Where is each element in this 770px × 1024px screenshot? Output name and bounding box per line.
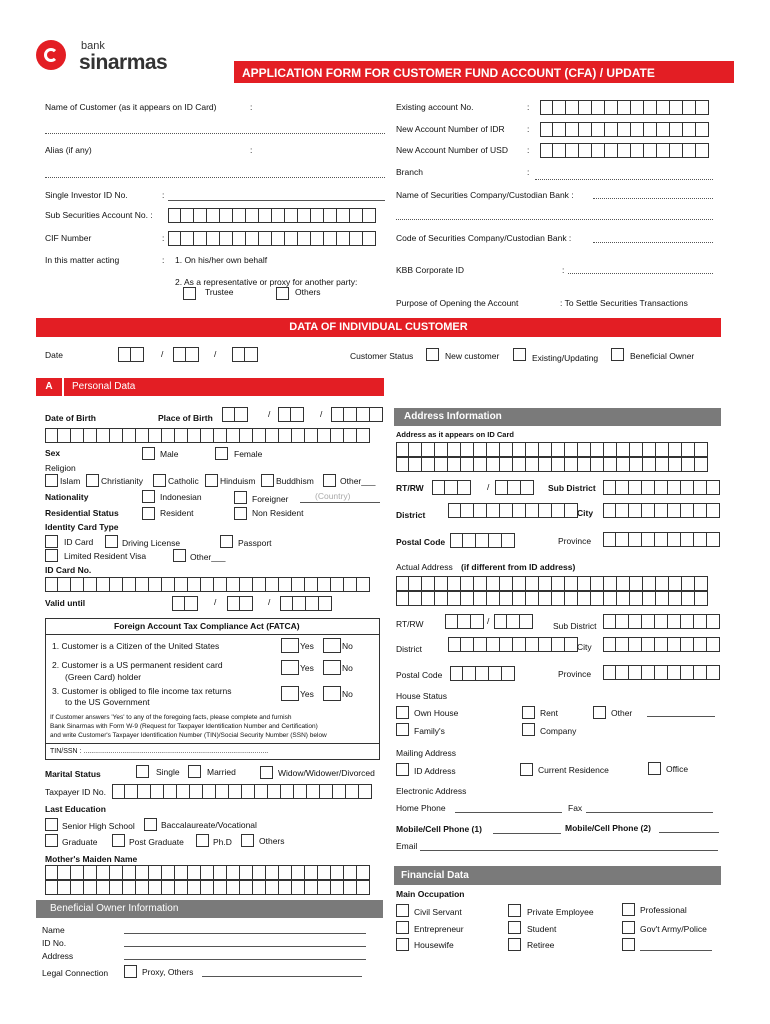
label-actual-address-note: (if different from ID address) <box>461 562 576 572</box>
fatca-note-3: and write Customer's Taxpayer Identification Number (TIN)/Social Security Number (SSN) below <box>50 732 327 739</box>
house-other-checkbox[interactable] <box>593 706 606 719</box>
widow-checkbox[interactable] <box>260 766 273 779</box>
id-other-checkbox[interactable] <box>173 549 186 562</box>
label-bo-address: Address <box>42 951 74 961</box>
label-branch: Branch <box>396 167 423 177</box>
city-boxes[interactable] <box>603 503 720 518</box>
label-religion: Religion <box>45 463 76 473</box>
rw-boxes-2[interactable] <box>494 614 533 629</box>
label-others: Others <box>295 287 321 297</box>
usd-boxes[interactable] <box>540 143 709 158</box>
label-graduate: Graduate <box>62 837 98 847</box>
label-male: Male <box>160 449 179 459</box>
fatca-divider <box>45 634 380 635</box>
date-year-boxes[interactable] <box>232 347 258 362</box>
label-district: District <box>396 510 426 520</box>
sub-district-boxes-2[interactable] <box>603 614 720 629</box>
private-employee-checkbox[interactable] <box>508 904 521 917</box>
place-of-birth-boxes[interactable] <box>45 428 370 443</box>
existing-account-boxes[interactable] <box>540 100 709 115</box>
driving-checkbox[interactable] <box>105 535 118 548</box>
label-cif: CIF Number <box>45 233 92 243</box>
label-residential: Residential Status <box>45 508 119 518</box>
label-private-employee: Private Employee <box>527 907 594 917</box>
label-yes: Yes <box>300 641 314 651</box>
form-title: APPLICATION FORM FOR CUSTOMER FUND ACCOUNT (CFA) / UPDATE <box>234 61 734 83</box>
label-mailing: Mailing Address <box>396 748 457 758</box>
district-boxes-2[interactable] <box>448 637 578 652</box>
rt-boxes[interactable] <box>432 480 471 495</box>
label-customer-status: Customer Status <box>350 351 414 361</box>
label-catholic: Catholic <box>168 476 199 486</box>
house-other-line[interactable] <box>647 716 715 717</box>
label-non-resident: Non Resident <box>252 508 304 518</box>
fatca-q2-yes[interactable] <box>281 660 299 675</box>
option-own-behalf: 1. On his/her own behalf <box>175 255 268 265</box>
label-indonesian: Indonesian <box>160 492 202 502</box>
label-electronic-address: Electronic Address <box>396 786 467 796</box>
colon: : <box>527 167 530 177</box>
slash: / <box>268 597 271 607</box>
colon: : <box>527 145 530 155</box>
date-day-boxes[interactable] <box>118 347 144 362</box>
label-province: Province <box>558 536 592 546</box>
address-row-1[interactable] <box>396 442 708 457</box>
buddhism-checkbox[interactable] <box>261 474 274 487</box>
fatca-q2b: (Green Card) holder <box>65 672 142 682</box>
label-city-2: City <box>577 642 592 652</box>
label-customer-name: Name of Customer (as it appears on ID Card) <box>45 102 217 112</box>
label-rtrw-2: RT/RW <box>396 619 424 629</box>
dob-month-boxes[interactable] <box>278 407 304 422</box>
label-legal: Legal Connection <box>42 968 109 978</box>
label-own-house: Own House <box>414 708 459 718</box>
label-kbb: KBB Corporate ID <box>396 265 465 275</box>
label-idcard: ID Card <box>64 537 94 547</box>
foreigner-checkbox[interactable] <box>234 491 247 504</box>
label-hinduism: Hinduism <box>220 476 256 486</box>
label-usd: New Account Number of USD <box>396 145 508 155</box>
home-phone-line[interactable] <box>455 812 562 813</box>
label-id-card-no: ID Card No. <box>45 565 92 575</box>
label-passport: Passport <box>238 538 272 548</box>
colon: : <box>162 190 165 200</box>
label-bo-id: ID No. <box>42 938 67 948</box>
label-student: Student <box>527 924 557 934</box>
label-acting: In this matter acting <box>45 255 120 265</box>
label-pob: Place of Birth <box>158 413 213 423</box>
label-sid: Single Investor ID No. <box>45 190 128 200</box>
code-line[interactable] <box>593 242 713 243</box>
purpose-value: : To Settle Securities Transactions <box>560 298 688 308</box>
label-christianity: Christianity <box>101 476 144 486</box>
label-beneficial: Beneficial Owner <box>630 351 695 361</box>
label-company: Company <box>540 726 577 736</box>
valid-year-boxes[interactable] <box>280 596 332 611</box>
label-postal: Postal Code <box>396 537 446 547</box>
label-house-other: Other <box>611 708 633 718</box>
trustee-checkbox[interactable] <box>183 287 196 300</box>
hinduism-checkbox[interactable] <box>205 474 218 487</box>
label-valid: Valid until <box>45 598 86 608</box>
label-taxpayer: Taxpayer ID No. <box>45 787 106 797</box>
beneficial-checkbox[interactable] <box>611 348 624 361</box>
others-checkbox[interactable] <box>276 287 289 300</box>
islam-checkbox[interactable] <box>45 474 58 487</box>
label-yes: Yes <box>300 689 314 699</box>
idcard-checkbox[interactable] <box>45 535 58 548</box>
label-driving: Driving License <box>122 538 181 548</box>
label-house-status: House Status <box>396 691 448 701</box>
postal-boxes[interactable] <box>450 533 515 548</box>
email-line[interactable] <box>420 850 718 851</box>
housewife-checkbox[interactable] <box>396 938 409 951</box>
label-phd: Ph.D <box>213 837 232 847</box>
label-idr: New Account Number of IDR <box>396 124 505 134</box>
proxy-line[interactable] <box>202 976 362 977</box>
id-address-checkbox[interactable] <box>396 763 409 776</box>
label-single: Single <box>156 767 180 777</box>
label-visa: Limited Resident Visa <box>64 551 147 561</box>
label-existing: Existing/Updating <box>532 353 599 363</box>
passport-checkbox[interactable] <box>220 535 233 548</box>
bo-id-line[interactable] <box>124 946 366 947</box>
graduate-checkbox[interactable] <box>45 834 58 847</box>
sub-district-boxes[interactable] <box>603 480 720 495</box>
slash: / <box>161 349 164 359</box>
label-shs: Senior High School <box>62 821 135 831</box>
personal-data-header: Personal Data <box>64 378 384 396</box>
colon: : <box>250 145 253 155</box>
dob-year-boxes[interactable] <box>331 407 383 422</box>
id-card-no-boxes[interactable] <box>45 577 370 592</box>
label-professional: Professional <box>640 905 687 915</box>
mobile-1-line[interactable] <box>493 833 561 834</box>
fatca-divider-2 <box>45 743 380 744</box>
single-checkbox[interactable] <box>136 765 149 778</box>
label-bo-name: Name <box>42 925 65 935</box>
label-sub-securities: Sub Securities Account No. : <box>45 210 153 220</box>
label-mobile-1: Mobile/Cell Phone (1) <box>396 824 482 834</box>
fatca-q1-no[interactable] <box>323 638 341 653</box>
label-mobile-2: Mobile/Cell Phone (2) <box>565 823 651 833</box>
slash: / <box>268 409 271 419</box>
fatca-note-1: If Customer answers 'Yes' to any of the foregoing facts, please complete and furnish <box>50 714 292 721</box>
label-retiree: Retiree <box>527 940 555 950</box>
beneficial-owner-header: Beneficial Owner Information <box>36 900 383 918</box>
fatca-q3-no[interactable] <box>323 686 341 701</box>
label-postal-2: Postal Code <box>396 670 443 680</box>
actual-row-2[interactable] <box>396 591 708 606</box>
label-bacc: Baccalaureate/Vocational <box>161 820 257 830</box>
retiree-checkbox[interactable] <box>508 938 521 951</box>
rt-boxes-2[interactable] <box>445 614 484 629</box>
resident-checkbox[interactable] <box>142 507 155 520</box>
postal-boxes-2[interactable] <box>450 666 515 681</box>
fatca-q2a: 2. Customer is a US permanent resident card <box>52 660 223 670</box>
label-foreigner: Foreigner <box>252 494 289 504</box>
fatca-q3a: 3. Customer is obliged to file income tax returns <box>52 686 232 696</box>
address-subtitle: Address as it appears on ID Card <box>396 430 514 439</box>
label-id-type: Identity Card Type <box>45 522 119 532</box>
valid-month-boxes[interactable] <box>227 596 253 611</box>
family-checkbox[interactable] <box>396 723 409 736</box>
option-representative: 2. As a representative or proxy for another party: <box>175 277 358 287</box>
label-rtrw: RT/RW <box>396 483 424 493</box>
fatca-q3-yes[interactable] <box>281 686 299 701</box>
slash: / <box>487 482 490 492</box>
professional-checkbox[interactable] <box>622 903 635 916</box>
married-checkbox[interactable] <box>188 765 201 778</box>
address-info-header: Address Information <box>394 408 721 426</box>
label-no: No <box>342 689 353 699</box>
mother-row-2[interactable] <box>45 880 370 895</box>
label-sub-district-2: Sub District <box>553 621 597 631</box>
fatca-note-2: Bank Sinarmas with Form W-9 (Request for Taxpayer Identification Number and Certification) <box>50 723 318 730</box>
label-female: Female <box>234 449 263 459</box>
religion-other-checkbox[interactable] <box>323 474 336 487</box>
colon: : <box>250 102 253 112</box>
student-checkbox[interactable] <box>508 921 521 934</box>
indonesian-checkbox[interactable] <box>142 490 155 503</box>
fatca-q1: 1. Customer is a Citizen of the United States <box>52 641 220 651</box>
sub-securities-boxes[interactable] <box>168 208 376 223</box>
label-army: Gov't Army/Police <box>640 924 707 934</box>
postgrad-checkbox[interactable] <box>112 834 125 847</box>
rent-checkbox[interactable] <box>522 706 535 719</box>
catholic-checkbox[interactable] <box>153 474 166 487</box>
district-boxes[interactable] <box>448 503 578 518</box>
label-education: Last Education <box>45 804 106 814</box>
rw-boxes[interactable] <box>495 480 534 495</box>
education-others-checkbox[interactable] <box>241 834 254 847</box>
bacc-checkbox[interactable] <box>144 818 157 831</box>
valid-day-boxes[interactable] <box>172 596 198 611</box>
company-checkbox[interactable] <box>522 723 535 736</box>
label-alias: Alias (if any) <box>45 145 92 155</box>
label-no: No <box>342 641 353 651</box>
country-line[interactable] <box>300 502 380 503</box>
label-office: Office <box>666 764 689 774</box>
visa-checkbox[interactable] <box>45 549 58 562</box>
army-checkbox[interactable] <box>622 921 635 934</box>
label-email: Email <box>396 841 418 851</box>
mother-row-1[interactable] <box>45 865 370 880</box>
bo-address-line[interactable] <box>124 959 366 960</box>
fatca-q2-no[interactable] <box>323 660 341 675</box>
own-house-checkbox[interactable] <box>396 706 409 719</box>
entrepreneur-checkbox[interactable] <box>396 921 409 934</box>
label-no: No <box>342 663 353 673</box>
label-id-address: ID Address <box>414 766 456 776</box>
label-religion-other: Other___ <box>340 476 376 486</box>
idr-boxes[interactable] <box>540 122 709 137</box>
proxy-checkbox[interactable] <box>124 965 137 978</box>
fatca-q1-yes[interactable] <box>281 638 299 653</box>
female-checkbox[interactable] <box>215 447 228 460</box>
taxpayer-boxes[interactable] <box>112 784 372 799</box>
non-resident-checkbox[interactable] <box>234 507 247 520</box>
christianity-checkbox[interactable] <box>86 474 99 487</box>
label-securities-company: Name of Securities Company/Custodian Bank : <box>396 190 574 200</box>
colon: : <box>527 124 530 134</box>
new-customer-checkbox[interactable] <box>426 348 439 361</box>
label-actual-address: Actual Address <box>396 562 453 572</box>
secco-line[interactable] <box>593 198 713 199</box>
bo-name-line[interactable] <box>124 933 366 934</box>
date-month-boxes[interactable] <box>173 347 199 362</box>
colon: : <box>562 265 565 275</box>
label-mother: Mother's Maiden Name <box>45 854 138 864</box>
fatca-q3b: to the US Government <box>65 697 150 707</box>
label-sub-district: Sub District <box>548 483 596 493</box>
slash: / <box>214 349 217 359</box>
civil-servant-checkbox[interactable] <box>396 904 409 917</box>
label-housewife: Housewife <box>414 940 454 950</box>
secco-line-2[interactable] <box>396 219 713 220</box>
label-new-customer: New customer <box>445 351 500 361</box>
label-islam: Islam <box>60 476 81 486</box>
label-home-phone: Home Phone <box>396 803 446 813</box>
label-education-others: Others <box>259 836 285 846</box>
colon: : <box>162 233 165 243</box>
phd-checkbox[interactable] <box>196 834 209 847</box>
label-date: Date <box>45 350 63 360</box>
section-individual-customer: DATA OF INDIVIDUAL CUSTOMER <box>36 318 721 337</box>
occupation-other-checkbox[interactable] <box>622 938 635 951</box>
city-boxes-2[interactable] <box>603 637 720 652</box>
male-checkbox[interactable] <box>142 447 155 460</box>
slash: / <box>487 616 490 626</box>
label-resident: Resident <box>160 508 194 518</box>
office-checkbox[interactable] <box>648 762 661 775</box>
sid-line[interactable] <box>168 200 385 201</box>
name-line[interactable] <box>45 133 385 134</box>
personal-letter: A <box>36 378 62 396</box>
logo-bank-text: bank <box>81 40 105 52</box>
kbb-line[interactable] <box>568 273 713 274</box>
label-securities-code: Code of Securities Company/Custodian Bank : <box>396 233 572 243</box>
label-dob: Date of Birth <box>45 413 96 423</box>
label-province-2: Province <box>558 669 592 679</box>
mobile-2-line[interactable] <box>659 832 719 833</box>
label-rent: Rent <box>540 708 558 718</box>
shs-checkbox[interactable] <box>45 818 58 831</box>
province-boxes-2[interactable] <box>603 665 720 680</box>
label-city: City <box>577 508 594 518</box>
actual-row-1[interactable] <box>396 576 708 591</box>
branch-line[interactable] <box>535 179 713 180</box>
label-main-occupation: Main Occupation <box>396 889 465 899</box>
label-id-other: Other___ <box>190 552 226 562</box>
financial-data-header: Financial Data <box>394 866 721 885</box>
label-nationality: Nationality <box>45 492 89 502</box>
label-entrepreneur: Entrepreneur <box>414 924 464 934</box>
label-current-residence: Current Residence <box>538 765 609 775</box>
address-row-2[interactable] <box>396 457 708 472</box>
province-boxes[interactable] <box>603 532 720 547</box>
label-fax: Fax <box>568 803 583 813</box>
label-country: (Country) <box>315 491 351 501</box>
label-existing-account: Existing account No. <box>396 102 474 112</box>
fatca-title: Foreign Account Tax Compliance Act (FATCA) <box>114 621 300 631</box>
label-yes: Yes <box>300 663 314 673</box>
colon: : <box>162 255 165 265</box>
cif-boxes[interactable] <box>168 231 376 246</box>
current-residence-checkbox[interactable] <box>520 763 533 776</box>
slash: / <box>214 597 217 607</box>
label-widow: Widow/Widower/Divorced <box>278 768 375 778</box>
label-civil-servant: Civil Servant <box>414 907 462 917</box>
alias-line[interactable] <box>45 177 385 178</box>
label-buddhism: Buddhism <box>276 476 314 486</box>
slash: / <box>320 409 323 419</box>
label-proxy: Proxy, Others <box>142 967 194 977</box>
label-married: Married <box>207 767 236 777</box>
label-sex: Sex <box>45 448 61 458</box>
logo-swirl-icon <box>44 48 58 62</box>
existing-checkbox[interactable] <box>513 348 526 361</box>
colon: : <box>527 102 530 112</box>
dob-day-boxes[interactable] <box>222 407 248 422</box>
label-postgrad: Post Graduate <box>129 837 184 847</box>
logo-sinarmas-text: sinarmas <box>79 51 168 74</box>
label-purpose: Purpose of Opening the Account <box>396 298 519 308</box>
label-family: Family's <box>414 726 445 736</box>
occupation-other-line[interactable] <box>640 950 712 951</box>
tin-ssn[interactable]: TIN/SSN : ............................................................................................... <box>50 748 269 755</box>
fax-line[interactable] <box>586 812 713 813</box>
label-trustee: Trustee <box>205 287 234 297</box>
label-district-2: District <box>396 644 422 654</box>
label-marital: Marital Status <box>45 769 101 779</box>
